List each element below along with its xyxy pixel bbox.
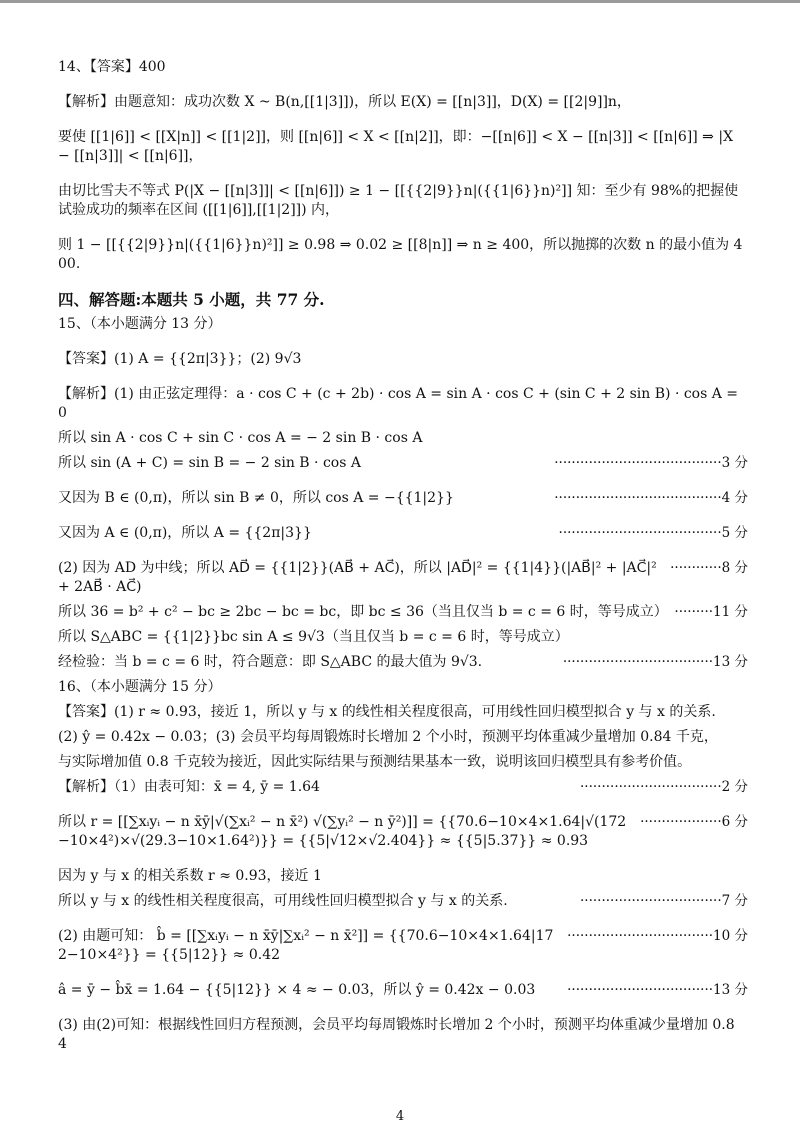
q14-answer-row	[58, 58, 748, 77]
section-heading-row	[58, 290, 748, 309]
q16-answer-row	[58, 753, 748, 772]
q15-line: 所以 36 = b² + c² − bc ≥ 2bc − bc = bc，即 bc ≤ 36（当且仅当 b = c = 6 时，等号成立）	[58, 604, 668, 620]
q15-row	[58, 559, 748, 597]
q15-row	[58, 429, 748, 448]
q14-row	[58, 182, 748, 220]
score-mark: ······································5 分	[558, 525, 748, 541]
score-mark: ··································10 分	[567, 928, 748, 944]
q16-row	[58, 778, 748, 797]
q16-row	[58, 927, 748, 965]
q15-answer: 【答案】(1) A = {{2π|3}}；(2) 9√3	[58, 351, 302, 367]
q16-answer-line: (2) ŷ = 0.42x − 0.03；(3) 会员平均每周锻炼时长增加 2 个小时，预测平均体重减少量增加 0.84 千克，	[58, 729, 718, 745]
score-mark: ·······································4 分	[554, 490, 748, 506]
score-mark: ···················6 分	[640, 814, 748, 830]
q14-analysis-line: 则 1 − [[{{2|9}}n|({{1|6}}n)²]] ≥ 0.98 ⇒ 0.02 ≥ [[8|n]] ⇒ n ≥ 400，所以抛掷的次数 n 的最小值为 400.	[58, 237, 743, 272]
q15-row	[58, 603, 748, 622]
q15-line: 所以 sin A · cos C + sin C · cos A = − 2 sin B · cos A	[58, 430, 423, 446]
q15-row	[58, 628, 748, 647]
page-top-border	[0, 0, 800, 3]
q16-row	[58, 813, 748, 851]
q15-line: 又因为 B ∈ (0,π)，所以 sin B ≠ 0，所以 cos A = −{{1|2}}	[58, 490, 454, 506]
q15-row	[58, 385, 748, 423]
q16-line: (3) 由(2)可知：根据线性回归方程预测，会员平均每周锻炼时长增加 2 个小时，预测平均体重减少量增加 0.84	[58, 1017, 735, 1052]
q14-analysis-line: 要使 [[1|6]] < [[X|n]] < [[1|2]]，则 [[n|6]] < X < [[n|2]]，即：−[[n|6]] < X − [[n|3]] < [[n|6]] ⇒ |X − [[n|3]]| < [[n|6]]，	[58, 129, 734, 164]
score-mark: ·········11 分	[674, 604, 748, 620]
q15-answer-row	[58, 350, 748, 369]
q16-line: (2) 由题可知： b̂ = [[∑xᵢyᵢ − n x̄ȳ|∑xᵢ² − n x̄²]] = {{70.6−10×4×1.64|172−10×4²}} = {{5|12}} ≈ 0.42	[58, 928, 554, 963]
q16-answer-line: 与实际增加值 0.8 千克较为接近，因此实际结果与预测结果基本一致，说明该回归模型具有参考价值。	[58, 754, 692, 770]
document-body	[58, 58, 748, 1054]
score-mark: ·······································3 分	[554, 455, 748, 471]
score-mark: ·································2 分	[580, 779, 748, 795]
q16-title: 16、（本小题满分 15 分）	[58, 679, 222, 695]
q15-line: 【解析】(1) 由正弦定理得：a · cos C + (c + 2b) · cos A = sin A · cos C + (sin C + 2 sin B) · cos A = 0	[58, 386, 739, 421]
q16-line: 所以 r = [[∑xᵢyᵢ − n x̄ȳ|√(∑xᵢ² − n x̄²) √(∑yᵢ² − n ȳ²)]] = {{70.6−10×4×1.64|√(172−10×4²)×√(29.3−10×1.64²)}} = {{5|√12×√2.404}} ≈ {{5|5.37}} ≈ 0.93	[58, 814, 627, 849]
q16-row	[58, 981, 748, 1000]
q16-answer-row	[58, 703, 748, 722]
q15-row	[58, 489, 748, 508]
q14-row	[58, 93, 748, 112]
page-number: 4	[395, 1109, 405, 1124]
q16-row	[58, 867, 748, 886]
q15-row	[58, 454, 748, 473]
q15-line: (2) 因为 AD 为中线；所以 AD⃗ = {{1|2}}(AB⃗ + AC⃗)，所以 |AD⃗|² = {{1|4}}(|AB⃗|² + |AC⃗|² + 2AB⃗ · AC⃗)	[58, 560, 657, 595]
q16-line: 因为 y 与 x 的相关系数 r ≈ 0.93，接近 1	[58, 868, 322, 884]
q14-analysis-line: 由切比雪夫不等式 P(|X − [[n|3]]| < [[n|6]]) ≥ 1 − [[{{2|9}}n|({{1|6}}n)²]] 知：至少有 98%的把握使试验成功的频率在区间 ([[1|6]],[[1|2]]) 内，	[58, 183, 739, 218]
q15-line: 又因为 A ∈ (0,π)，所以 A = {{2π|3}}	[58, 525, 312, 541]
q16-answer-line: 【答案】(1) r ≈ 0.93，接近 1，所以 y 与 x 的线性相关程度很高，可用线性回归模型拟合 y 与 x 的关系.	[58, 704, 716, 720]
score-mark: ·································7 分	[580, 893, 748, 909]
q15-row	[58, 524, 748, 543]
q16-line: â = ȳ − b̂x̄ = 1.64 − {{5|12}} × 4 ≈ − 0.03，所以 ŷ = 0.42x − 0.03	[58, 982, 536, 998]
q14-answer: 14、【答案】400	[58, 59, 166, 75]
q16-line: 【解析】（1）由表可知：x̄ = 4, ȳ = 1.64	[58, 779, 320, 795]
q16-title-row	[58, 678, 748, 697]
q14-row	[58, 128, 748, 166]
score-mark: ··································13 分	[567, 982, 748, 998]
q15-title-row	[58, 315, 748, 334]
q14-row	[58, 236, 748, 274]
q15-line: 所以 S△ABC = {{1|2}}bc sin A ≤ 9√3（当且仅当 b = c = 6 时，等号成立）	[58, 629, 569, 645]
section-heading: 四、解答题:本题共 5 小题，共 77 分.	[58, 290, 325, 309]
q16-answer-row	[58, 728, 748, 747]
q15-line: 经检验：当 b = c = 6 时，符合题意：即 S△ABC 的最大值为 9√3.	[58, 654, 483, 670]
q16-row	[58, 1016, 748, 1054]
score-mark: ············8 分	[670, 560, 748, 576]
q16-line: 所以 y 与 x 的线性相关程度很高，可用线性回归模型拟合 y 与 x 的关系.	[58, 893, 508, 909]
q15-row	[58, 653, 748, 672]
q14-analysis-line: 【解析】由题意知：成功次数 X ~ B(n,[[1|3]])，所以 E(X) = [[n|3]]，D(X) = [[2|9]]n，	[58, 94, 631, 110]
q15-title: 15、（本小题满分 13 分）	[58, 316, 222, 332]
q15-line: 所以 sin (A + C) = sin B = − 2 sin B · cos A	[58, 455, 361, 471]
score-mark: ···································13 分	[562, 654, 748, 670]
q16-row	[58, 892, 748, 911]
